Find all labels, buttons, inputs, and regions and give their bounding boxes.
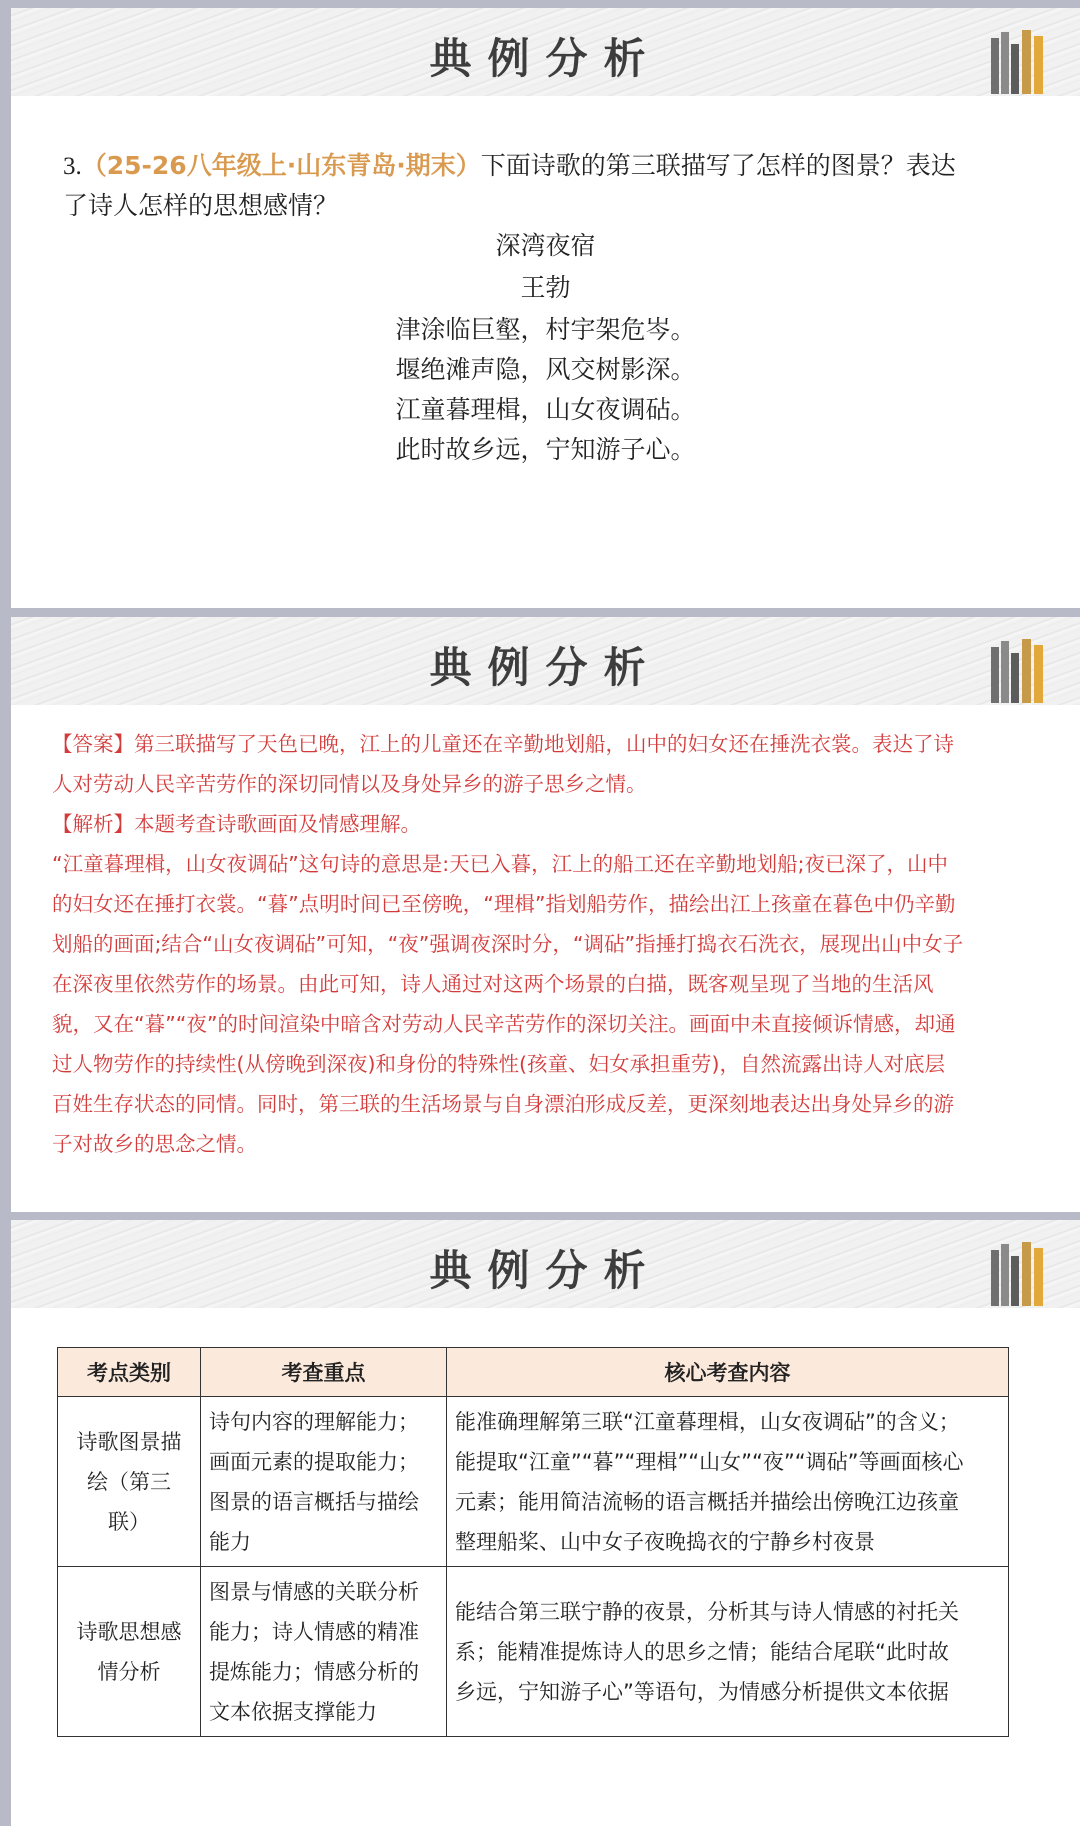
cell-line: 联） — [108, 1509, 150, 1534]
slide-question — [11, 8, 1080, 608]
analysis-line: 在深夜里依然劳作的场景。由此可知，诗人通过对这两个场景的白描，既客观呈现了当地的生活风 — [52, 972, 934, 996]
cell-line: 诗歌图景描 — [76, 1429, 182, 1454]
poem-title: 深湾夜宿 — [495, 231, 596, 260]
cell-line: 元素；能用简洁流畅的语言概括并描绘出傍晚江边孩童 — [455, 1489, 959, 1514]
header-focus: 考查重点 — [201, 1348, 447, 1397]
analysis-line: 的妇女还在捶打衣裳。“暮”点明时间已至傍晚，“理楫”指划船劳作，描绘出江上孩童在暮色中仍辛勤 — [52, 892, 956, 916]
question-line-1 — [63, 146, 956, 187]
cell-line: 能提取“江童”“暮”“理楫”“山女”“夜”“调砧”等画面核心 — [455, 1449, 964, 1474]
answer-line: 人对劳动人民辛苦劳作的深切同情以及身处异乡的游子思乡之情。 — [52, 772, 647, 796]
table-cell-category — [58, 1397, 201, 1567]
cell-line: 图景的语言概括与描绘 — [209, 1489, 419, 1514]
banner-title: 典例分析 — [429, 34, 662, 83]
poem-line: 江童暮理楫，山女夜调砧。 — [395, 395, 696, 424]
slide-answer — [11, 617, 1080, 1212]
cell-line: 系；能精准提炼诗人的思乡之情；能结合尾联“此时故 — [455, 1639, 949, 1664]
cell-line: 图景与情感的关联分析 — [209, 1579, 419, 1604]
table-cell-category — [58, 1567, 201, 1737]
poem-line: 此时故乡远，宁知游子心。 — [395, 435, 696, 464]
poem-author: 王勃 — [520, 273, 571, 302]
banner-title: 典例分析 — [429, 643, 662, 692]
cell-line: 能结合第三联宁静的夜景，分析其与诗人情感的衬托关 — [455, 1599, 959, 1624]
cell-line: 诗歌思想感 — [76, 1619, 182, 1644]
analysis-heading: 【解析】本题考查诗歌画面及情感理解。 — [52, 812, 421, 836]
table-header-row — [58, 1348, 1009, 1397]
analysis-line: “江童暮理楫，山女夜调砧”这句诗的意思是:天已入暮，江上的船工还在辛勤地划船;夜已深了，山中 — [52, 852, 949, 876]
cell-line: 诗句内容的理解能力； — [209, 1409, 419, 1434]
analysis-line: 过人物劳作的持续性(从傍晚到深夜)和身份的特殊性(孩童、妇女承担重劳)，自然流露出诗人对底层 — [52, 1052, 945, 1076]
table-cell-content — [447, 1567, 1009, 1737]
cell-line: 整理船桨、山中女子夜晚捣衣的宁静乡村夜景 — [455, 1529, 875, 1554]
cell-line: 提炼能力；情感分析的 — [209, 1659, 419, 1684]
banner-title: 典例分析 — [429, 1246, 662, 1295]
cell-line: 乡远，宁知游子心”等语句，为情感分析提供文本依据 — [455, 1679, 949, 1704]
cell-line: 情分析 — [97, 1659, 161, 1684]
question-number: 3. — [63, 153, 82, 180]
table-cell-content — [447, 1397, 1009, 1567]
analysis-line: 貌，又在“暮”“夜”的时间渲染中暗含对劳动人民辛苦劳作的深切关注。画面中未直接倾诉情感，却通 — [52, 1012, 956, 1036]
cell-line: 能力；诗人情感的精准 — [209, 1619, 419, 1644]
cell-line: 能力 — [209, 1529, 251, 1554]
slide-banner — [11, 1220, 1080, 1308]
table-row — [58, 1567, 1009, 1737]
books-icon — [991, 1240, 1047, 1306]
slide-banner — [11, 8, 1080, 96]
answer-line: 【答案】第三联描写了天色已晚，江上的儿童还在辛勤地划船，山中的妇女还在捶洗衣裳。表达了诗 — [52, 732, 954, 756]
slide-banner — [11, 617, 1080, 705]
header-category: 考点类别 — [58, 1348, 201, 1397]
cell-line: 画面元素的提取能力； — [209, 1449, 419, 1474]
header-content: 核心考查内容 — [447, 1348, 1009, 1397]
analysis-line: 百姓生存状态的同情。同时，第三联的生活场景与自身漂泊形成反差，更深刻地表达出身处异乡的游 — [52, 1092, 954, 1116]
question-text-1: 下面诗歌的第三联描写了怎样的图景？表达 — [480, 151, 956, 180]
cell-line: 能准确理解第三联“江童暮理楫，山女夜调砧”的含义； — [455, 1409, 960, 1434]
poem-line: 津涂临巨壑，村宇架危岑。 — [395, 315, 696, 344]
analysis-line: 子对故乡的思念之情。 — [52, 1132, 257, 1156]
question-line-2: 了诗人怎样的思想感情？ — [63, 191, 339, 220]
question-source: （25-26八年级上·山东青岛·期末） — [81, 151, 481, 180]
table-cell-focus — [201, 1567, 447, 1737]
books-icon — [991, 637, 1047, 703]
analysis-line: 划船的画面;结合“山女夜调砧”可知，“夜”强调夜深时分，“调砧”指捶打捣衣石洗衣，展现出山中女子 — [52, 932, 964, 956]
books-icon — [991, 28, 1047, 94]
table-cell-focus — [201, 1397, 447, 1567]
cell-line: 文本依据支撑能力 — [209, 1699, 377, 1724]
table-row — [58, 1397, 1009, 1567]
exam-points-table — [57, 1347, 1009, 1737]
poem-line: 堰绝滩声隐，风交树影深。 — [395, 355, 696, 384]
cell-line: 绘（第三 — [87, 1469, 171, 1494]
